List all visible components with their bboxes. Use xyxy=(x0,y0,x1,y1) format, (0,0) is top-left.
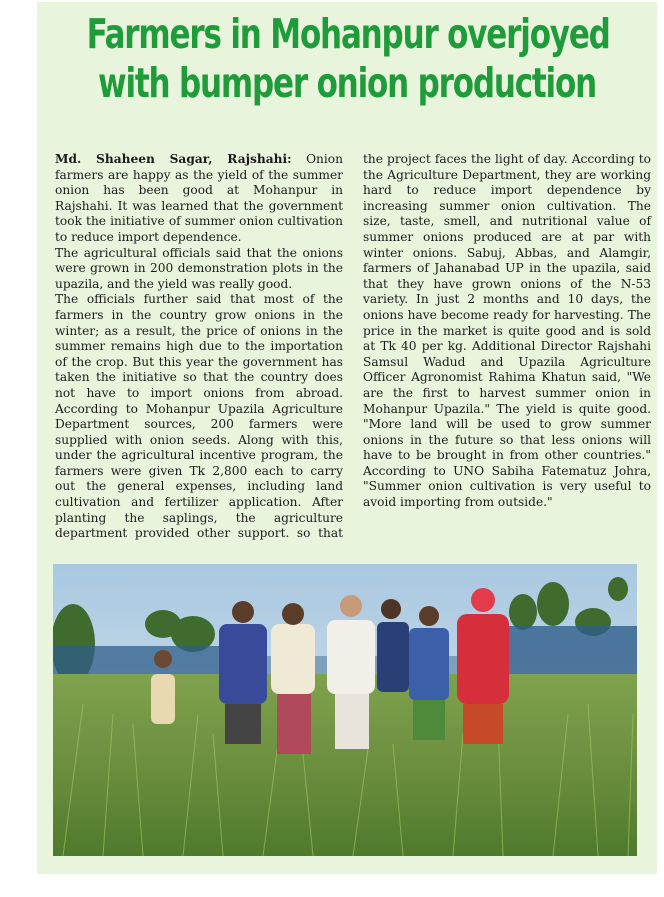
byline: Md. Shaheen Sagar, Rajshahi: xyxy=(55,152,292,166)
article-body xyxy=(55,152,651,552)
newspaper-clipping xyxy=(37,2,657,874)
headline-line-1: Farmers in Mohanpur overjoyed xyxy=(86,10,610,58)
paragraph-3: The officials further said that most of the farmers in the country grow onions in the winter; as a result, the price of onions in the summer remains high due to the importation of the crop. But this year the government has taken the initiative so that the country does not have to import onions from abroad. According to Mohanpur Upazila Agriculture Department sources, 200 farmers were supplied with onion seeds. Along with this, under the agricultural incentive program, the farmers were given Tk 2,800 each to carry out the general expenses, including land cultivation and fertilizer application. After planting the saplings, the agriculture department provided other support. so that the project faces the light of day. According to the Agriculture Department, they are working hard to reduce import dependence by increasing summer onion cultivation. The size, taste, smell, and nutritional value of summer onions produced are at par with winter onions. Sabuj, Abbas, and Alamgir, farmers of Jahanabad UP in the upazila, said that they have grown onions of the N-53 variety. In just 2 months and 10 days, the onions have become ready for harvesting. The price in the market is quite good and is sold at Tk 40 per kg. Additional Director Rajshahi Samsul Wadud and Upazila Agriculture Officer Agronomist Rahima Khatun said, "We are the first to harvest summer onion in Mohanpur Upazila." The yield is quite good. "More land will be used to grow summer onions in the future so that less onions will have to be brought in from other countries." According to UNO Sabiha Fatematuz Johra, "Summer onion cultivation is very useful to avoid importing from outside." xyxy=(55,152,651,541)
headline-line-2: with bumper onion production xyxy=(97,59,596,107)
article-photo xyxy=(53,564,637,856)
headline xyxy=(87,10,608,108)
paragraph-2: The agricultural officials said that the onions were grown in 200 demonstration plots in the upazila, and the yield was really good. xyxy=(55,245,343,291)
paragraph-1-text: Onion farmers are happy as the yield of the summer onion has been good at Mohanpur in Rajshahi. It was learned that the government took the initiative of summer onion cultivation to reduce import dependence. xyxy=(55,152,343,244)
paragraph-1 xyxy=(55,152,343,246)
